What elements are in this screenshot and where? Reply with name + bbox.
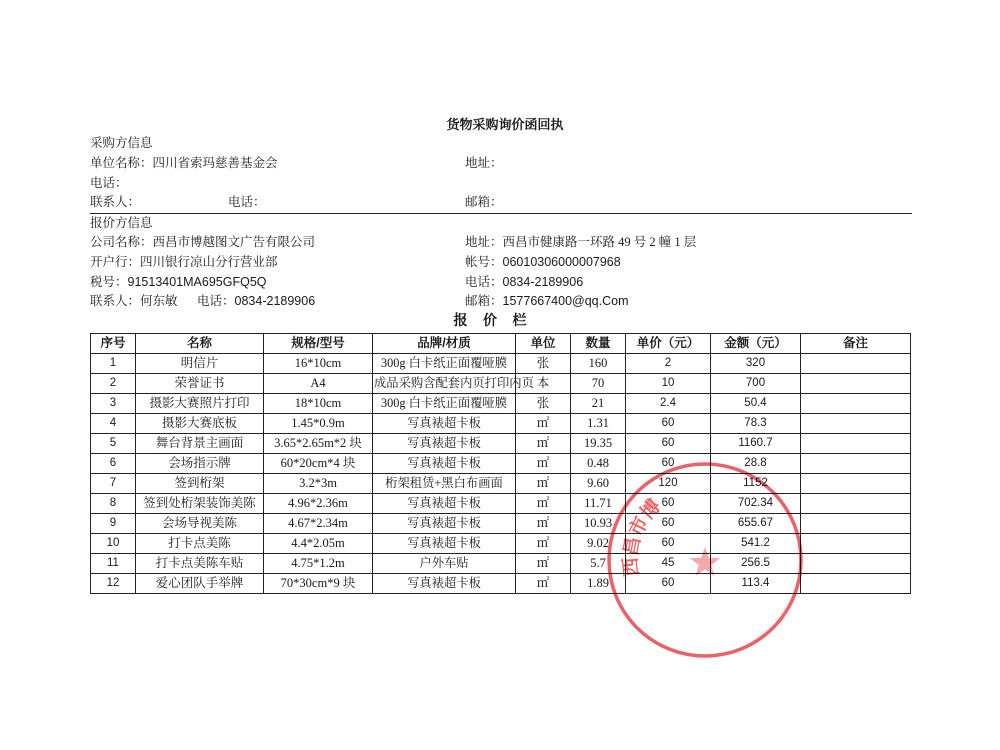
- quote-table: [90, 333, 911, 594]
- field-label: 地址：: [465, 156, 503, 170]
- quoter-email-field: [465, 292, 629, 310]
- cell-amount: 113.4: [711, 574, 801, 594]
- cell-quantity: 70: [571, 374, 626, 394]
- table-row: [91, 494, 911, 514]
- table-row: [91, 354, 911, 374]
- cell-amount: 700: [711, 374, 801, 394]
- cell-serial-number: 9: [91, 514, 136, 534]
- cell-brand-material: 写真裱超卡板: [373, 454, 516, 474]
- column-header-remark: 备注: [801, 334, 911, 354]
- field-value: 西昌市健康路一环路 49 号 2 幢 1 层: [502, 235, 697, 249]
- cell-item-name: 会场导视美陈: [136, 514, 264, 534]
- cell-remark: [801, 554, 911, 574]
- cell-unit: ㎡: [516, 574, 571, 594]
- field-label: 帐号：: [465, 255, 503, 269]
- buyer-address-field: [465, 154, 503, 172]
- cell-brand-material: 写真裱超卡板: [373, 434, 516, 454]
- cell-unit: 张: [516, 354, 571, 374]
- cell-amount: 655.67: [711, 514, 801, 534]
- column-header-quantity: 数量: [571, 334, 626, 354]
- cell-brand-material: 300g 白卡纸正面覆哑膜: [373, 354, 516, 374]
- column-header-amount: 金额（元）: [711, 334, 801, 354]
- column-header-spec-model: 规格/型号: [264, 334, 373, 354]
- cell-item-name: 爱心团队手举牌: [136, 574, 264, 594]
- quoter-contact-field: [90, 292, 178, 310]
- table-header-row: [91, 334, 911, 354]
- cell-spec-model: 60*20cm*4 块: [264, 454, 373, 474]
- cell-amount: 50.4: [711, 394, 801, 414]
- cell-brand-material: 桁架租赁+黑白布画面: [373, 474, 516, 494]
- field-label: 单位名称：: [90, 156, 153, 170]
- cell-remark: [801, 434, 911, 454]
- field-value: 四川银行凉山分行营业部: [140, 255, 278, 269]
- cell-unit: ㎡: [516, 514, 571, 534]
- stamp-lettering-path: 西昌市博: [619, 495, 666, 578]
- column-header-serial-number: 序号: [91, 334, 136, 354]
- cell-unit: ㎡: [516, 534, 571, 554]
- field-label: 电话：: [90, 176, 128, 190]
- cell-spec-model: 4.75*1.2m: [264, 554, 373, 574]
- field-label: 地址：: [465, 235, 503, 249]
- cell-brand-material: 写真裱超卡板: [373, 534, 516, 554]
- cell-serial-number: 3: [91, 394, 136, 414]
- buyer-contact-field: [90, 193, 140, 211]
- cell-quantity: 11.71: [571, 494, 626, 514]
- cell-amount: 28.8: [711, 454, 801, 474]
- cell-spec-model: 3.65*2.65m*2 块: [264, 434, 373, 454]
- cell-unit: ㎡: [516, 414, 571, 434]
- field-label: 电话：: [228, 195, 266, 209]
- cell-serial-number: 4: [91, 414, 136, 434]
- cell-unit: ㎡: [516, 554, 571, 574]
- cell-unit: ㎡: [516, 434, 571, 454]
- cell-brand-material: 写真裱超卡板: [373, 514, 516, 534]
- cell-unit-price: 60: [626, 514, 711, 534]
- cell-serial-number: 5: [91, 434, 136, 454]
- cell-serial-number: 1: [91, 354, 136, 374]
- field-label: 邮箱：: [465, 195, 503, 209]
- cell-serial-number: 12: [91, 574, 136, 594]
- cell-remark: [801, 534, 911, 554]
- cell-unit-price: 2.4: [626, 394, 711, 414]
- cell-amount: 541.2: [711, 534, 801, 554]
- cell-amount: 256.5: [711, 554, 801, 574]
- cell-unit: ㎡: [516, 474, 571, 494]
- table-row: [91, 374, 911, 394]
- quoter-section-title: 报价方信息: [90, 216, 153, 230]
- cell-remark: [801, 354, 911, 374]
- quote-table-title: 报 价 栏: [453, 312, 527, 328]
- column-header-item-name: 名称: [136, 334, 264, 354]
- cell-spec-model: 70*30cm*9 块: [264, 574, 373, 594]
- field-label: 联系人：: [90, 294, 141, 308]
- cell-amount: 702.34: [711, 494, 801, 514]
- field-value: 06010306000007968: [502, 255, 621, 269]
- cell-spec-model: A4: [264, 374, 373, 394]
- field-value: 四川省索玛慈善基金会: [152, 156, 278, 170]
- field-label: 电话：: [465, 275, 503, 289]
- cell-unit-price: 60: [626, 454, 711, 474]
- table-row: [91, 514, 911, 534]
- buyer-email-field: [465, 193, 503, 211]
- quoter-address-field: [465, 233, 696, 251]
- cell-item-name: 打卡点美陈车贴: [136, 554, 264, 574]
- field-value: 91513401MA695GFQ5Q: [127, 275, 267, 289]
- cell-quantity: 9.02: [571, 534, 626, 554]
- table-row: [91, 554, 911, 574]
- buyer-phone-field: [90, 174, 128, 192]
- cell-unit-price: 60: [626, 434, 711, 454]
- cell-spec-model: 1.45*0.9m: [264, 414, 373, 434]
- cell-spec-model: 4.96*2.36m: [264, 494, 373, 514]
- cell-unit-price: 60: [626, 494, 711, 514]
- cell-brand-material: 写真裱超卡板: [373, 414, 516, 434]
- section-divider: [90, 213, 912, 214]
- cell-amount: 1160.7: [711, 434, 801, 454]
- buyer-unit-name-field: [90, 154, 278, 172]
- cell-unit: 张: [516, 394, 571, 414]
- cell-spec-model: 18*10cm: [264, 394, 373, 414]
- table-row: [91, 474, 911, 494]
- field-value: 西昌市博越图文广告有限公司: [152, 235, 316, 249]
- table-header: [91, 334, 911, 354]
- cell-item-name: 摄影大赛照片打印: [136, 394, 264, 414]
- cell-quantity: 0.48: [571, 454, 626, 474]
- cell-item-name: 打卡点美陈: [136, 534, 264, 554]
- table-row: [91, 454, 911, 474]
- cell-serial-number: 7: [91, 474, 136, 494]
- field-label: 电话：: [197, 294, 235, 308]
- cell-quantity: 9.60: [571, 474, 626, 494]
- cell-item-name: 舞台背景主画面: [136, 434, 264, 454]
- cell-serial-number: 11: [91, 554, 136, 574]
- table-row: [91, 414, 911, 434]
- cell-remark: [801, 474, 911, 494]
- field-value: 0834-2189906: [502, 275, 584, 289]
- cell-serial-number: 6: [91, 454, 136, 474]
- cell-remark: [801, 394, 911, 414]
- table-row: [91, 534, 911, 554]
- cell-amount: 1152: [711, 474, 801, 494]
- cell-brand-material: 写真裱超卡板: [373, 574, 516, 594]
- cell-unit-price: 2: [626, 354, 711, 374]
- document-title: 货物采购询价函回执: [446, 117, 564, 132]
- table-row: [91, 574, 911, 594]
- cell-amount: 320: [711, 354, 801, 374]
- table-body: [91, 354, 911, 594]
- buyer-contact-phone-field: [228, 193, 266, 211]
- cell-brand-material: 300g 白卡纸正面覆哑膜: [373, 394, 516, 414]
- cell-unit-price: 45: [626, 554, 711, 574]
- field-label: 公司名称：: [90, 235, 153, 249]
- field-label: 税号：: [90, 275, 128, 289]
- cell-remark: [801, 414, 911, 434]
- cell-brand-material: 写真裱超卡板: [373, 494, 516, 514]
- cell-unit-price: 60: [626, 574, 711, 594]
- cell-item-name: 签到处桁架装饰美陈: [136, 494, 264, 514]
- field-value: 1577667400@qq.Com: [502, 294, 629, 308]
- cell-remark: [801, 494, 911, 514]
- cell-spec-model: 3.2*3m: [264, 474, 373, 494]
- quoter-bank-field: [90, 253, 278, 271]
- cell-remark: [801, 514, 911, 534]
- cell-serial-number: 10: [91, 534, 136, 554]
- field-value: 0834-2189906: [234, 294, 316, 308]
- cell-quantity: 10.93: [571, 514, 626, 534]
- cell-unit-price: 60: [626, 534, 711, 554]
- cell-remark: [801, 454, 911, 474]
- cell-item-name: 会场指示牌: [136, 454, 264, 474]
- cell-brand-material: 户外车贴: [373, 554, 516, 574]
- cell-serial-number: 8: [91, 494, 136, 514]
- quoter-company-field: [90, 233, 315, 251]
- cell-unit: 本: [516, 374, 571, 394]
- buyer-section-title: 采购方信息: [90, 136, 153, 150]
- cell-spec-model: 16*10cm: [264, 354, 373, 374]
- cell-item-name: 摄影大赛底板: [136, 414, 264, 434]
- cell-quantity: 160: [571, 354, 626, 374]
- cell-item-name: 明信片: [136, 354, 264, 374]
- cell-unit-price: 10: [626, 374, 711, 394]
- cell-quantity: 1.31: [571, 414, 626, 434]
- cell-spec-model: 4.67*2.34m: [264, 514, 373, 534]
- column-header-unit-price: 单价（元）: [626, 334, 711, 354]
- cell-item-name: 荣誉证书: [136, 374, 264, 394]
- cell-quantity: 19.35: [571, 434, 626, 454]
- table-row: [91, 434, 911, 454]
- table-row: [91, 394, 911, 414]
- cell-unit: ㎡: [516, 454, 571, 474]
- cell-quantity: 21: [571, 394, 626, 414]
- quoter-contact-phone-field: [197, 292, 315, 310]
- column-header-brand-material: 品牌/材质: [373, 334, 516, 354]
- cell-remark: [801, 574, 911, 594]
- quoter-tax-id-field: [90, 273, 267, 291]
- cell-serial-number: 2: [91, 374, 136, 394]
- cell-spec-model: 4.4*2.05m: [264, 534, 373, 554]
- cell-brand-material: 成品采购含配套内页打印内页: [373, 374, 516, 394]
- cell-unit-price: 120: [626, 474, 711, 494]
- cell-remark: [801, 374, 911, 394]
- quoter-phone-field: [465, 273, 583, 291]
- field-label: 开户行：: [90, 255, 141, 269]
- field-value: 何东敏: [140, 294, 178, 308]
- cell-unit: ㎡: [516, 494, 571, 514]
- column-header-unit: 单位: [516, 334, 571, 354]
- cell-item-name: 签到桁架: [136, 474, 264, 494]
- cell-unit-price: 60: [626, 414, 711, 434]
- quoter-account-field: [465, 253, 621, 271]
- cell-quantity: 5.7: [571, 554, 626, 574]
- field-label: 联系人：: [90, 195, 141, 209]
- field-label: 邮箱：: [465, 294, 503, 308]
- cell-quantity: 1.89: [571, 574, 626, 594]
- cell-amount: 78.3: [711, 414, 801, 434]
